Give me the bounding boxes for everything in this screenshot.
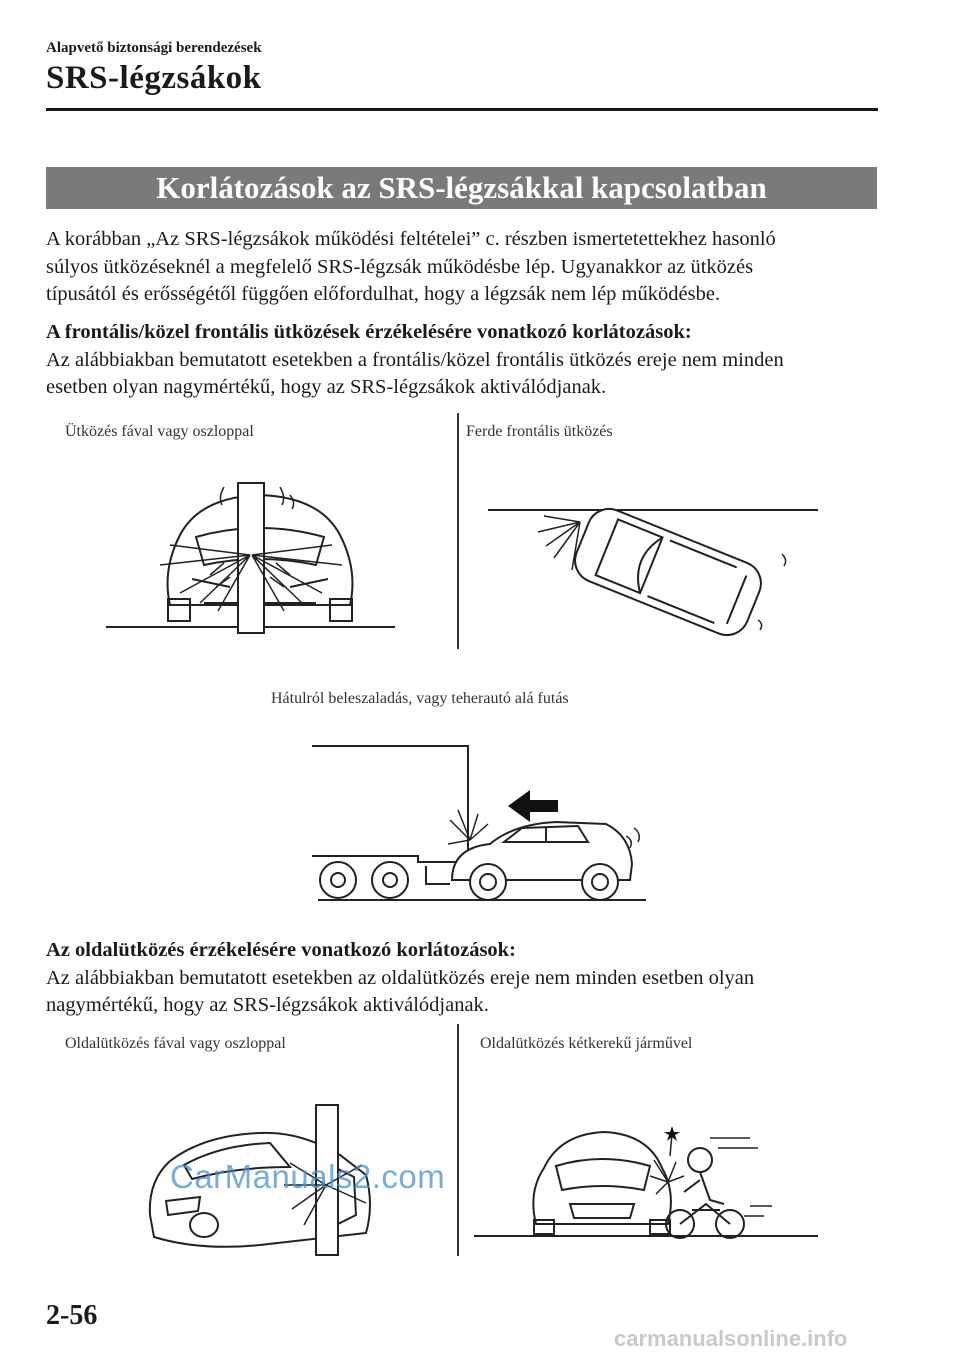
- side-line: nagymértékű, hogy az SRS-légzsákok aktiválódjanak.: [46, 994, 489, 1016]
- title-rule: [46, 108, 878, 111]
- caption-underride: Hátulról beleszaladás, vagy teherautó alá futás: [271, 690, 569, 707]
- banner-title: Korlátozások az SRS-légzsákkal kapcsolatban: [156, 170, 767, 205]
- intro-paragraph: [46, 226, 886, 309]
- frontal-heading: A frontális/közel frontális ütközések érzékelésére vonatkozó korlátozások:: [46, 321, 692, 343]
- illustration-side-two-wheeler: [474, 1120, 824, 1250]
- topic-banner: [46, 167, 877, 209]
- frontal-line: Az alábbiakban bemutatott esetekben a frontális/közel frontális ütközés ereje nem minden: [46, 348, 784, 371]
- section-title: SRS-légzsákok: [46, 60, 262, 96]
- section-subtitle: Alapvető biztonsági berendezések: [46, 40, 262, 56]
- side-line: Az alábbiakban bemutatott esetekben az oldalütközés ereje nem minden esetben olyan: [46, 966, 755, 989]
- illustration-oblique-frontal: [488, 502, 823, 642]
- caption-side-pole: Oldalütközés fával vagy oszloppal: [65, 1035, 286, 1052]
- intro-line: súlyos ütközéseknél a megfelelő SRS-légzsák működésbe lép. Ugyanakkor az ütközés: [46, 255, 754, 278]
- watermark-logo: CarManuals2.com: [170, 1158, 446, 1195]
- caption-pole-frontal: Ütközés fával vagy oszloppal: [65, 423, 254, 440]
- page-number: 2-56: [46, 1300, 98, 1331]
- intro-line: A korábban „Az SRS-légzsákok működési feltételei” c. részben ismertetettekhez hasonló: [46, 228, 776, 250]
- frontal-section: [46, 319, 886, 402]
- caption-side-two-wheeler: Oldalütközés kétkerekű járművel: [480, 1035, 693, 1052]
- figure-divider: [457, 1024, 459, 1256]
- illustration-underride: [308, 740, 653, 905]
- watermark-site: carmanualsonline.info: [614, 1326, 848, 1351]
- caption-oblique-frontal: Ferde frontális ütközés: [466, 423, 613, 440]
- figure-divider: [457, 413, 459, 649]
- illustration-frontal-pole: [100, 475, 400, 645]
- side-heading: Az oldalütközés érzékelésére vonatkozó korlátozások:: [46, 939, 516, 961]
- side-section: [46, 937, 886, 1020]
- intro-line: típusától és erősségétől függően előfordulhat, hogy a légzsák nem lép működésbe.: [46, 283, 721, 305]
- frontal-line: esetben olyan nagymértékű, hogy az SRS-légzsákok aktiválódjanak.: [46, 376, 607, 398]
